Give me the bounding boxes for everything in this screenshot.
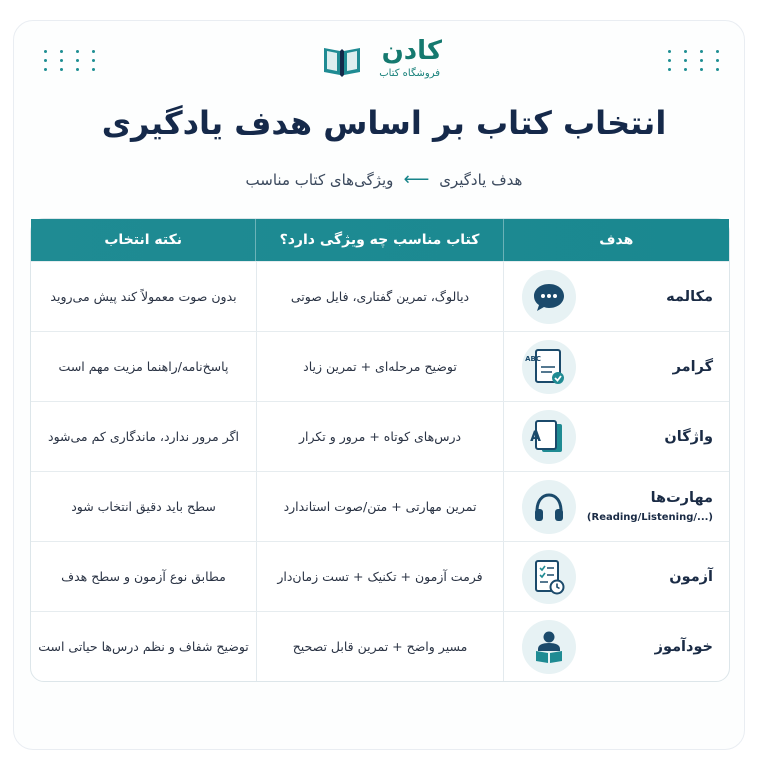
tip-cell: پاسخ‌نامه/راهنما مزیت مهم است	[58, 359, 229, 374]
brand-tagline: فروشگاه کتاب	[379, 68, 440, 79]
tip-cell: بدون صوت معمولاً کند پیش می‌روید	[50, 289, 237, 304]
goal-label: خودآموز	[654, 638, 713, 655]
goal-table	[30, 218, 730, 682]
goal-cell	[503, 542, 729, 611]
goal-cell	[503, 262, 729, 331]
table-row	[31, 331, 729, 401]
letter-a-cards-icon	[522, 410, 576, 464]
features-cell: درس‌های کوتاه + مرور و تکرار	[256, 402, 503, 471]
tip-cell: توضیح شفاف و نظم درس‌ها حیاتی است	[38, 639, 249, 654]
subtitle-from: هدف یادگیری	[439, 171, 523, 189]
goal-label-main: مهارت‌ها	[650, 490, 713, 506]
header-tip: نکته انتخاب	[104, 232, 182, 248]
features-cell: دیالوگ، تمرین گفتاری، فایل صوتی	[256, 262, 503, 331]
goal-label	[587, 490, 713, 523]
arrow-left-icon: ⟵	[403, 169, 430, 190]
goal-label: گرامر	[672, 358, 713, 375]
header-features: کتاب مناسب چه ویژگی دارد؟	[255, 219, 502, 261]
features-cell: مسیر واضح + تمرین قابل تصحیح	[256, 612, 503, 681]
subtitle-to: ویژگی‌های کتاب مناسب	[245, 171, 394, 189]
chat-bubble-icon	[522, 270, 576, 324]
table-row	[31, 611, 729, 681]
goal-label: واژگان	[664, 428, 713, 445]
tip-cell: اگر مرور ندارد، ماندگاری کم می‌شود	[48, 429, 240, 444]
features-cell: فرمت آزمون + تکنیک + تست زمان‌دار	[256, 542, 503, 611]
svg-text:A: A	[530, 428, 541, 445]
book-logo-icon	[322, 42, 362, 78]
brand-name: کادن	[381, 36, 442, 66]
reader-person-icon	[522, 620, 576, 674]
decorative-dots-right	[668, 50, 724, 71]
goal-label: مکالمه	[666, 288, 713, 305]
goal-label-sub: (Reading/Listening/...)	[586, 512, 713, 523]
features-cell: تمرین مهارتی + متن/صوت استاندارد	[256, 472, 503, 541]
svg-text:ABC: ABC	[525, 354, 541, 363]
goal-cell	[503, 612, 729, 681]
table-row	[31, 261, 729, 331]
tip-cell: مطابق نوع آزمون و سطح هدف	[61, 569, 226, 584]
tip-cell: سطح باید دقیق انتخاب شود	[71, 499, 216, 514]
subtitle	[0, 171, 768, 189]
goal-cell	[503, 332, 729, 401]
checklist-clock-icon	[522, 550, 576, 604]
table-header	[31, 219, 729, 261]
table-row	[31, 541, 729, 611]
decorative-dots-left	[44, 50, 100, 71]
goal-cell	[503, 402, 729, 471]
features-cell: توضیح مرحله‌ای + تمرین زیاد	[256, 332, 503, 401]
page-title: انتخاب کتاب بر اساس هدف یادگیری	[101, 104, 667, 142]
table-row	[31, 471, 729, 541]
headphones-icon	[522, 480, 576, 534]
brand-logo	[322, 38, 442, 86]
table-row	[31, 401, 729, 471]
abc-checklist-icon	[522, 340, 576, 394]
header-goal: هدف	[503, 219, 729, 261]
goal-label: آزمون	[669, 568, 713, 585]
goal-cell	[503, 472, 729, 541]
